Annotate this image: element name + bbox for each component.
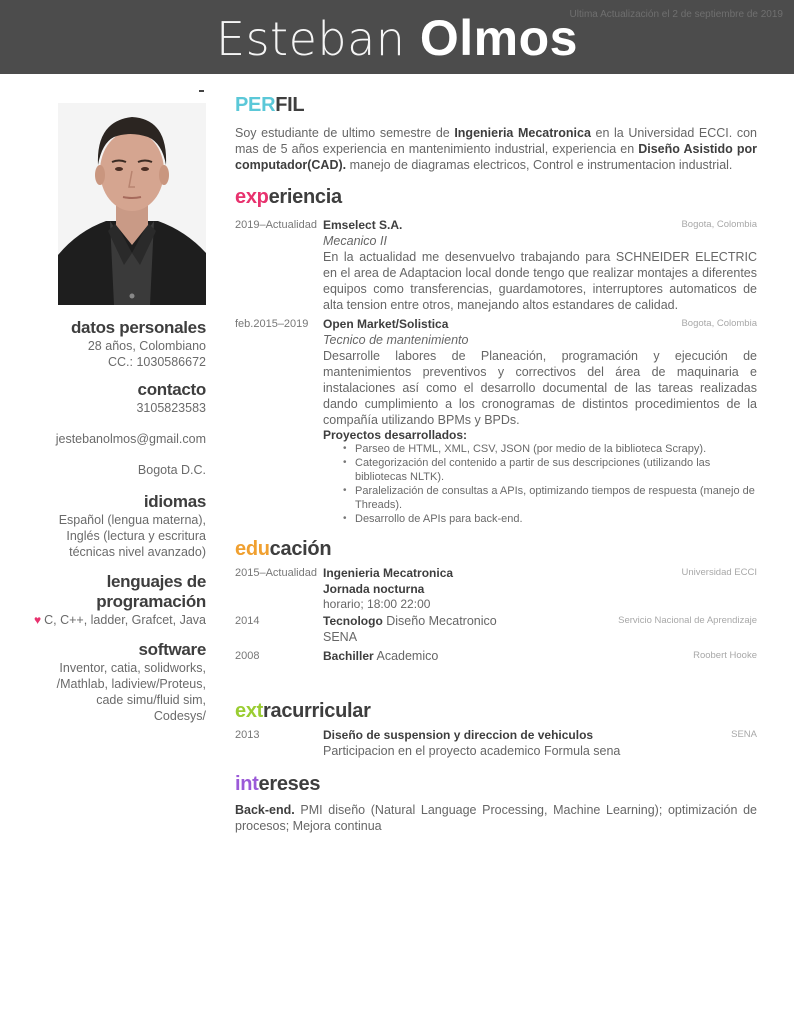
software-title: software bbox=[138, 640, 206, 659]
page-header bbox=[0, 0, 794, 74]
entry-location: Bogota, Colombia bbox=[681, 318, 757, 329]
programming-title-2: programación bbox=[96, 592, 206, 611]
entry-org: Emselect S.A. bbox=[323, 218, 403, 232]
id-number: CC.: 1030586672 bbox=[108, 355, 206, 369]
educacion-title bbox=[235, 537, 331, 561]
entry-desc: Participacion en el proyecto academico Formula sena bbox=[323, 744, 621, 758]
extracurricular-title-highlight: ext bbox=[235, 700, 264, 722]
entry-institution: Servicio Nacional de Aprendizaje bbox=[618, 615, 757, 626]
language-line: Inglés (lectura y escritura bbox=[66, 529, 206, 543]
languages-section bbox=[0, 492, 206, 560]
programming-title-1: lenguajes de bbox=[106, 572, 206, 591]
entry-body bbox=[323, 727, 757, 759]
portrait-image bbox=[58, 103, 206, 305]
entry-title: Diseño de suspension y direccion de vehiculos bbox=[323, 728, 594, 742]
entry-date: 2015–Actualidad bbox=[235, 567, 317, 579]
entry-body bbox=[323, 316, 757, 526]
extracurricular-title bbox=[235, 699, 371, 723]
experiencia-title-highlight: exp bbox=[235, 186, 269, 208]
entry-org: Open Market/Solistica bbox=[323, 317, 449, 331]
software-line: Codesys/ bbox=[153, 709, 206, 723]
software-line: Inventor, catia, solidworks, bbox=[59, 661, 206, 675]
personal-data-title: datos personales bbox=[70, 318, 206, 337]
perfil-title bbox=[235, 93, 304, 117]
first-name: Esteban bbox=[216, 12, 406, 66]
entry-date: 2013 bbox=[235, 729, 260, 741]
project-item: • Paralelización de consultas a APIs, optimizando tiempos de respuesta (manejo de Threads). bbox=[343, 484, 757, 512]
entry-institution: SENA bbox=[731, 729, 757, 740]
programming-value: C, C++, ladder, Grafcet, Java bbox=[44, 613, 206, 627]
entry-degree: Ingenieria Mecatronica bbox=[323, 566, 454, 580]
entry-date: feb.2015–2019 bbox=[235, 318, 309, 330]
entry-degree: Bachiller bbox=[323, 649, 374, 663]
projects-list bbox=[343, 442, 757, 526]
perfil-title-highlight: PER bbox=[235, 94, 276, 116]
entry-date: 2014 bbox=[235, 615, 260, 627]
perfil-text-part: manejo de diagramas electricos, Control e instrumentacion industrial. bbox=[346, 158, 733, 172]
intereses-body: PMI diseño (Natural Language Processing, Machine Learning); optimización de procesos; Mejora continua bbox=[235, 803, 757, 833]
entry-hours: horario; 18:00 22:00 bbox=[323, 597, 431, 611]
entry-degree-rest: Diseño Mecatronico bbox=[382, 614, 497, 628]
experiencia-title-rest: eriencia bbox=[268, 186, 342, 208]
perfil-bold-degree: Ingenieria Mecatronica bbox=[454, 126, 591, 140]
educacion-title-rest: cación bbox=[269, 538, 332, 560]
phone[interactable]: 3105823583 bbox=[136, 401, 206, 415]
perfil-text-part: Soy estudiante de ultimo semestre de bbox=[235, 126, 455, 140]
perfil-bold-cad: Diseño Asistido por computador(CAD). bbox=[235, 142, 757, 172]
programming-languages bbox=[0, 612, 206, 628]
language-line: técnicas nivel avanzado) bbox=[69, 545, 206, 559]
software-line: cade simu/fluid sim, bbox=[96, 693, 206, 707]
perfil-title-rest: FIL bbox=[275, 94, 305, 116]
experiencia-title bbox=[235, 185, 342, 209]
personal-data-section bbox=[0, 318, 206, 370]
entry-degree-rest: Academico bbox=[373, 649, 439, 663]
email-link[interactable]: jestebanolmos@gmail.com bbox=[55, 432, 206, 446]
educacion-title-highlight: edu bbox=[235, 538, 270, 560]
age-nationality: 28 años, Colombiano bbox=[87, 339, 206, 353]
entry-location: Bogota, Colombia bbox=[681, 219, 757, 230]
project-item: • Desarrollo de APIs para back-end. bbox=[343, 512, 757, 526]
profile-photo bbox=[58, 103, 206, 305]
entry-schedule: Jornada nocturna bbox=[323, 582, 425, 596]
intereses-text bbox=[235, 802, 757, 834]
intereses-title-highlight: int bbox=[235, 773, 259, 795]
city: Bogota D.C. bbox=[137, 463, 206, 477]
entry-date: 2008 bbox=[235, 650, 260, 662]
intereses-title-rest: ereses bbox=[258, 773, 321, 795]
intereses-title bbox=[235, 772, 320, 796]
language-line: Español (lengua materna), bbox=[58, 513, 206, 527]
projects-title: Proyectos desarrollados: bbox=[323, 428, 468, 442]
perfil-text-part: en la Universidad ECCI. con mas de 5 años experiencia en mantenimiento industrial, experiencia en bbox=[235, 126, 757, 156]
software-section bbox=[0, 640, 206, 724]
divider-mark bbox=[199, 90, 204, 92]
entry-sub: SENA bbox=[323, 630, 358, 644]
extracurricular-title-rest: racurricular bbox=[263, 700, 371, 722]
last-updated: Ultima Actualización el 2 de septiembre de 2019 bbox=[569, 9, 783, 20]
perfil-text bbox=[235, 125, 757, 173]
entry-degree: Tecnologo bbox=[323, 614, 383, 628]
entry-institution: Universidad ECCI bbox=[681, 567, 757, 578]
intereses-bold: Back-end. bbox=[235, 803, 295, 817]
contact-section bbox=[0, 380, 206, 478]
entry-date: 2019–Actualidad bbox=[235, 219, 317, 231]
contact-title: contacto bbox=[137, 380, 206, 399]
entry-role: Mecanico II bbox=[323, 234, 387, 248]
programming-section bbox=[0, 572, 206, 628]
last-name: Olmos bbox=[419, 10, 578, 66]
project-item: • Categorización del contenido a partir de sus descripciones (utilizando las bibliotecas NLTK). bbox=[343, 456, 757, 484]
entry-desc: Desarrolle labores de Planeación, programación y ejecución de mantenimientos preventivos y correctivos del área de maquinaria e instalaciones así como el desarrollo documental de las tareas realizadas dando cumplimiento a los cronogramas de distintos procedimientos de la compañía utilizando BPMs y BPDs. bbox=[323, 349, 757, 427]
project-item: • Parseo de HTML, XML, CSV, JSON (por medio de la biblioteca Scrapy). bbox=[343, 442, 757, 456]
entry-body bbox=[323, 648, 757, 664]
software-line: /Mathlab, ladiview/Proteus, bbox=[56, 677, 206, 691]
entry-role: Tecnico de mantenimiento bbox=[323, 333, 469, 347]
languages-title: idiomas bbox=[143, 492, 206, 511]
entry-desc: En la actualidad me desenvuelvo trabajando para SCHNEIDER ELECTRIC en el area de Adaptacion local donde tengo que realizar montajes a diferentes equipos como transferencias, guardamotores, interruptores automaticos de alta tension entre otros, manejando altos estandares de calidad. bbox=[323, 250, 757, 312]
entry-institution: Roobert Hooke bbox=[693, 650, 757, 661]
heart-icon: ♥ bbox=[33, 613, 42, 627]
